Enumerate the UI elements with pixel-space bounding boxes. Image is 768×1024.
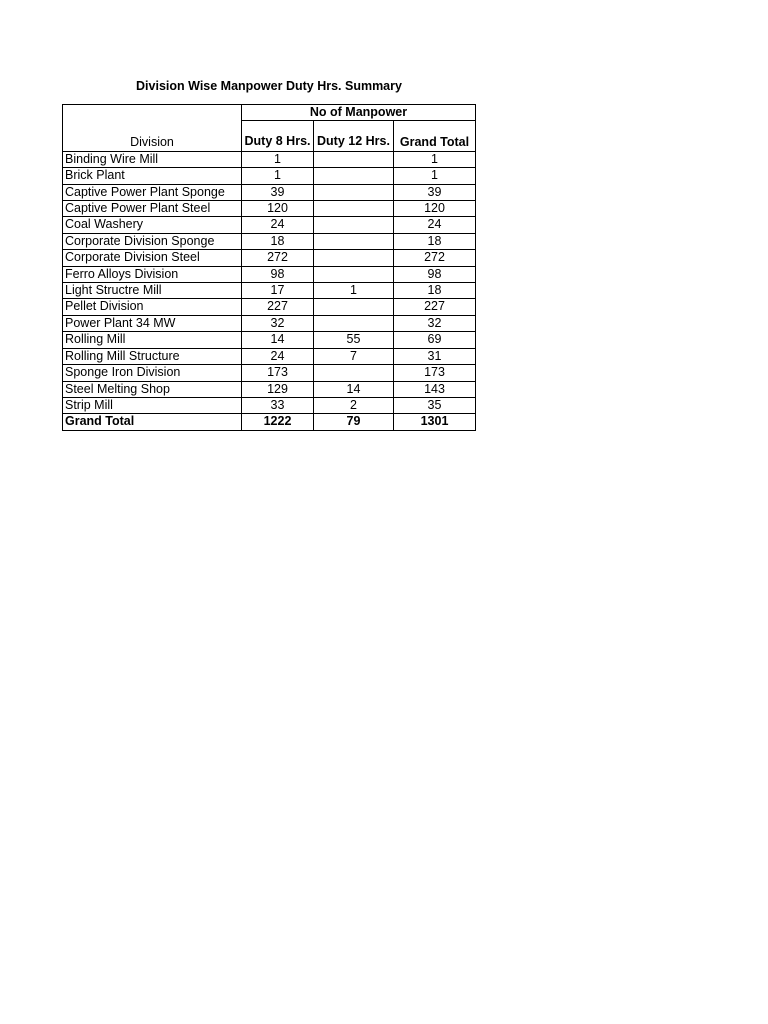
table-row [63,332,476,348]
table-row [63,250,476,266]
division-cell: Rolling Mill Structure [63,348,242,364]
division-cell: Strip Mill [63,397,242,413]
grand-total-label: Grand Total [63,414,242,430]
grand-total-cell: 1 [394,168,476,184]
duty-12-hrs-cell [314,233,394,249]
division-cell: Captive Power Plant Sponge [63,184,242,200]
duty-12-hrs-cell [314,315,394,331]
grand-total-value: 1301 [394,414,476,430]
grand-total-cell: 1 [394,151,476,167]
grand-total-cell: 272 [394,250,476,266]
duty-8-hrs-cell: 32 [242,315,314,331]
duty-12-hrs-cell: 1 [314,283,394,299]
table-row [63,233,476,249]
grand-total-cell: 31 [394,348,476,364]
grand-total-cell: 39 [394,184,476,200]
duty-12-hrs-cell [314,299,394,315]
duty-8-hrs-cell: 98 [242,266,314,282]
duty-8-hrs-cell: 33 [242,397,314,413]
table-row [63,283,476,299]
header-row-group [63,105,476,121]
grand-total-cell: 18 [394,283,476,299]
table-row [63,381,476,397]
page-title: Division Wise Manpower Duty Hrs. Summary [136,79,402,93]
division-cell: Captive Power Plant Steel [63,201,242,217]
grand-total-row [63,414,476,430]
duty-8-hrs-cell: 24 [242,348,314,364]
duty-8-hrs-cell: 227 [242,299,314,315]
duty-12-hrs-cell: 7 [314,348,394,364]
division-cell: Light Structre Mill [63,283,242,299]
grand-total-cell: 69 [394,332,476,348]
grand-total-cell: 35 [394,397,476,413]
division-cell: Coal Washery [63,217,242,233]
duty-12-hrs-cell [314,217,394,233]
grand-total-cell: 24 [394,217,476,233]
duty-12-hrs-cell: 55 [314,332,394,348]
table-row [63,397,476,413]
duty-12-hrs-cell [314,365,394,381]
grand-total-duty8: 1222 [242,414,314,430]
grand-total-cell: 173 [394,365,476,381]
duty-12-hrs-cell [314,266,394,282]
duty-12-hrs-cell [314,201,394,217]
duty-12-hrs-header: Duty 12 Hrs. [314,121,394,151]
duty-8-hrs-cell: 173 [242,365,314,381]
table-row [63,365,476,381]
duty-8-hrs-cell: 17 [242,283,314,299]
division-cell: Sponge Iron Division [63,365,242,381]
division-column-header: Division [63,105,242,152]
duty-12-hrs-cell: 14 [314,381,394,397]
grand-total-header: Grand Total [394,121,476,151]
division-cell: Power Plant 34 MW [63,315,242,331]
table-row [63,266,476,282]
duty-8-hrs-cell: 39 [242,184,314,200]
table-row [63,201,476,217]
table-row [63,299,476,315]
manpower-summary-table [62,104,476,431]
table-body [63,151,476,414]
division-cell: Rolling Mill [63,332,242,348]
duty-8-hrs-cell: 1 [242,151,314,167]
grand-total-cell: 143 [394,381,476,397]
grand-total-cell: 18 [394,233,476,249]
duty-8-hrs-cell: 14 [242,332,314,348]
duty-8-hrs-cell: 18 [242,233,314,249]
manpower-group-header: No of Manpower [242,105,476,121]
table-row [63,348,476,364]
duty-8-hrs-header: Duty 8 Hrs. [242,121,314,151]
duty-12-hrs-cell [314,250,394,266]
duty-8-hrs-cell: 272 [242,250,314,266]
duty-8-hrs-cell: 24 [242,217,314,233]
table-row [63,217,476,233]
duty-12-hrs-cell [314,184,394,200]
grand-total-cell: 120 [394,201,476,217]
grand-total-cell: 227 [394,299,476,315]
table-row [63,168,476,184]
division-cell: Corporate Division Steel [63,250,242,266]
table-row [63,151,476,167]
duty-12-hrs-cell [314,168,394,184]
division-cell: Ferro Alloys Division [63,266,242,282]
grand-total-cell: 98 [394,266,476,282]
duty-8-hrs-cell: 1 [242,168,314,184]
duty-8-hrs-cell: 129 [242,381,314,397]
grand-total-duty12: 79 [314,414,394,430]
division-cell: Pellet Division [63,299,242,315]
grand-total-cell: 32 [394,315,476,331]
division-cell: Binding Wire Mill [63,151,242,167]
duty-8-hrs-cell: 120 [242,201,314,217]
division-cell: Corporate Division Sponge [63,233,242,249]
table-row [63,184,476,200]
division-cell: Steel Melting Shop [63,381,242,397]
duty-12-hrs-cell: 2 [314,397,394,413]
table-row [63,315,476,331]
duty-12-hrs-cell [314,151,394,167]
division-cell: Brick Plant [63,168,242,184]
